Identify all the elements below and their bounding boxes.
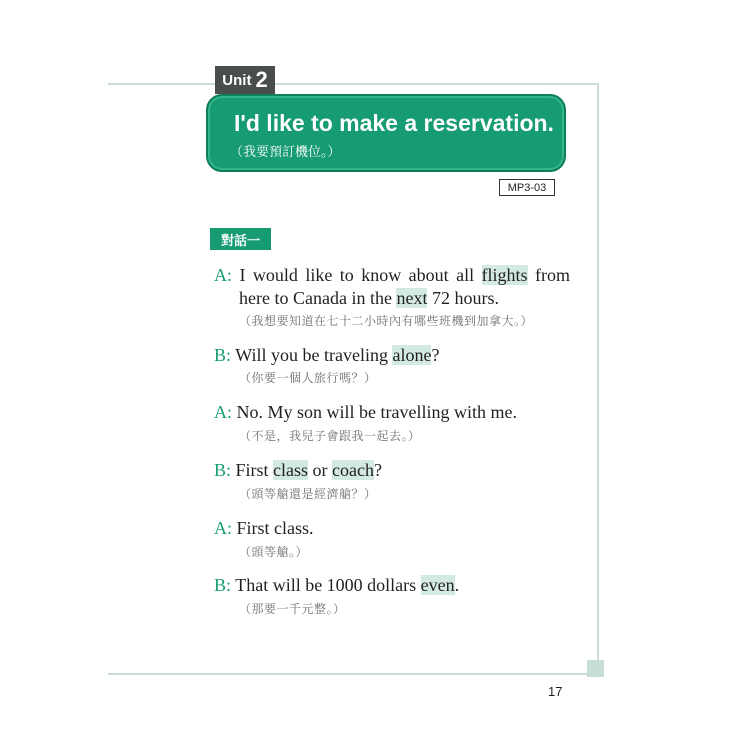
title-chinese: （我要預訂機位。）: [230, 145, 341, 160]
section-label: 對話一: [210, 228, 271, 250]
line-text: 72 hours.: [427, 288, 499, 308]
line-text: That will be 1000 dollars: [235, 575, 421, 595]
speaker-label: A:: [214, 265, 232, 285]
title-english: I'd like to make a reservation.: [234, 110, 554, 136]
line-text: from: [527, 265, 570, 285]
dialogue-line: [214, 264, 570, 287]
frame-right-line: [597, 83, 599, 661]
page-number: 17: [548, 684, 563, 699]
highlighted-word: even: [420, 575, 455, 595]
audio-track-label: MP3-03: [499, 179, 555, 196]
line-text: Will you be traveling: [235, 345, 393, 365]
frame-top-line: [108, 83, 598, 85]
dialogue-line-continued: [239, 287, 499, 310]
speaker-label: B:: [214, 345, 232, 365]
line-text: I would like to know about all: [239, 265, 482, 285]
line-text: First: [235, 460, 274, 480]
frame-bottom-line: [108, 673, 598, 675]
line-text: .: [454, 575, 460, 595]
unit-number: 2: [255, 67, 268, 92]
dialogue-line: [214, 459, 570, 482]
dialogue-line: [214, 574, 570, 597]
speaker-label: A:: [214, 518, 232, 538]
highlighted-word: coach: [332, 460, 374, 480]
speaker-label: B:: [214, 460, 232, 480]
dialogue-line: [214, 344, 570, 367]
translation: （那要一千元整。）: [239, 602, 346, 616]
translation: （你要一個人旅行嗎？）: [239, 371, 377, 385]
unit-word: Unit: [222, 71, 252, 89]
speaker-label: B:: [214, 575, 232, 595]
corner-decoration: [587, 660, 604, 677]
translation: （頭等艙還是經濟艙？）: [239, 487, 377, 501]
dialogue-line: [214, 517, 570, 540]
line-text: First class.: [236, 518, 314, 538]
line-text: here to Canada in the: [239, 288, 397, 308]
title-banner: [206, 94, 566, 172]
line-text: No. My son will be travelling with me.: [236, 402, 517, 422]
dialogue-line: [214, 401, 570, 424]
translation: （頭等艙。）: [239, 545, 309, 559]
speaker-label: A:: [214, 402, 232, 422]
highlighted-word: alone: [392, 345, 432, 365]
highlighted-word: flights: [481, 265, 528, 285]
unit-tab: [215, 66, 275, 94]
line-text: ?: [374, 460, 382, 480]
highlighted-word: next: [396, 288, 428, 308]
translation: （不是，我兒子會跟我一起去。）: [239, 429, 421, 443]
line-text: ?: [431, 345, 440, 365]
line-text: or: [308, 460, 333, 480]
highlighted-word: class: [273, 460, 309, 480]
translation: （我想要知道在七十二小時內有哪些班機到加拿大。）: [239, 314, 534, 328]
